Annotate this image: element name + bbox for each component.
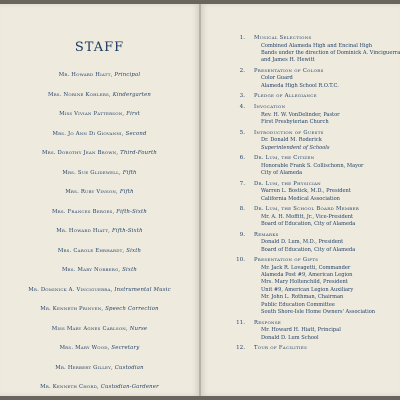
- program-item-detail: Mrs. Mary Holtenchild, President: [261, 279, 348, 286]
- staff-entry: [0, 86, 199, 106]
- program-item-title: Response: [254, 319, 282, 326]
- staff-name: Mr. Howard Hiatt,: [56, 228, 111, 234]
- left-page: [0, 4, 199, 396]
- program-item: [201, 103, 400, 126]
- program-item-detail: Unit #9, American Legion Auxiliary: [261, 286, 354, 293]
- program-item-number: 1.: [239, 35, 245, 41]
- staff-name: Miss Vivian Patterson,: [59, 111, 125, 117]
- program-item-number: 2.: [239, 67, 245, 74]
- program-item-detail: First Presbyterian Church: [261, 119, 329, 125]
- program-item-detail: Warren L. Bostick, M.D., President: [261, 188, 351, 195]
- staff-entry: [0, 378, 199, 398]
- staff-role: First: [126, 111, 140, 117]
- staff-list: [0, 66, 199, 398]
- program-item-detail: City of Alameda: [261, 170, 303, 176]
- staff-name: Mrs. Dorothy Jean Brown,: [42, 150, 119, 156]
- staff-role: Kindergarten: [112, 91, 152, 98]
- staff-entry: [0, 105, 199, 125]
- program-item-detail: Mr. John L. Rothman, Chairman: [261, 294, 344, 301]
- staff-name: Mrs. Carole Ehrhardt,: [57, 247, 125, 254]
- staff-role: Custodian: [114, 364, 144, 371]
- staff-role: Speech Correction: [105, 306, 159, 312]
- program-item-title: Dr. Lum, the Physician: [254, 180, 321, 187]
- staff-entry: [0, 281, 199, 301]
- program-item-detail: Public Education Committee: [261, 301, 335, 308]
- program-item-detail: Donald D. Lum, M.D., President: [261, 239, 344, 246]
- program-item-detail: and James H. Hewitt: [261, 57, 315, 64]
- program-item-detail: Alameda High School R.O.T.C.: [261, 82, 339, 89]
- staff-entry: [0, 203, 199, 223]
- staff-role: Custodian-Gardener: [100, 384, 159, 390]
- program-item-number: 3.: [239, 93, 245, 100]
- staff-entry: [0, 320, 199, 340]
- staff-name: Mrs. Norine Kohlers,: [47, 91, 111, 98]
- staff-role: Principal: [114, 72, 141, 78]
- staff-entry: [0, 144, 199, 164]
- program-item-title: Dr. Lum, the School Board Member: [254, 206, 360, 213]
- program-item-detail: Rev. H. W. VonDelinder, Pastor: [261, 111, 340, 118]
- program-item-number: 5.: [239, 129, 245, 136]
- program-item: [201, 34, 400, 65]
- staff-heading: STAFF: [74, 40, 125, 55]
- staff-name: Mr. Kenneth Prinven,: [40, 306, 104, 312]
- program-item: [201, 67, 400, 90]
- staff-name: Mr. Dominick A. Vinciguerra,: [28, 286, 113, 293]
- staff-role: Third-Fourth: [120, 150, 157, 156]
- program-item-title: Pledge of Allegiance: [254, 93, 317, 100]
- program-item-detail: Board of Education, City of Alameda: [261, 221, 356, 227]
- staff-role: Fifth-Sixth: [111, 228, 143, 234]
- staff-name: Mrs. Mary Wood,: [59, 345, 110, 351]
- program-item-detail: Alameda Post #9, American Legion: [261, 272, 353, 278]
- staff-entry: [0, 300, 199, 320]
- program-item-detail: Combined Alameda High and Encinal High: [261, 42, 373, 49]
- program-item-title: Dr. Lum, the Citizen: [254, 155, 315, 162]
- program-item-detail: Color Guard: [261, 75, 293, 82]
- staff-entry: [0, 242, 199, 262]
- program-item: [201, 319, 400, 342]
- program-item-detail: Board of Education, City of Alameda: [261, 246, 356, 253]
- staff-role: Secretary: [111, 345, 140, 351]
- staff-entry: [0, 125, 199, 145]
- program-item-detail: Mr. A. H. Moffitt, Jr., Vice-President: [261, 213, 354, 220]
- program-item-detail: Mr. Howard H. Hiatt, Principal: [261, 327, 341, 334]
- program-item-detail: Mr. Jack R. Lovagetti, Commander: [261, 264, 351, 271]
- program-item-detail: Dr. Donald M. Roderick: [261, 137, 322, 144]
- staff-name: Mrs. Ruby Vinson,: [65, 189, 118, 195]
- staff-entry: [0, 339, 199, 359]
- program-item-title: Introduction of Guests: [254, 129, 324, 136]
- staff-name: Mr. Herbert Gilley,: [55, 364, 113, 371]
- program-item-number: 8.: [239, 206, 245, 213]
- program-item-title: Tour of Facilities: [254, 345, 308, 352]
- program-item: [201, 344, 400, 353]
- program-item: [201, 256, 400, 316]
- staff-name: Mrs. Frances Berges,: [52, 208, 115, 215]
- program-item-detail: Superintendent of Schools: [261, 144, 330, 151]
- staff-entry: [0, 164, 199, 184]
- program-item-title: Remarks: [254, 231, 279, 238]
- program-item-number: 6.: [239, 155, 245, 162]
- program-item-detail: Bands under the direction of Dominick A. Vinciguerra: [261, 49, 400, 56]
- program-item-detail: Honorable Frank S. Collischonn, Mayor: [261, 162, 364, 169]
- staff-role: Fifth: [119, 189, 134, 195]
- program-item-number: 4.: [239, 104, 245, 111]
- program-item: [201, 92, 400, 101]
- staff-entry: [0, 359, 199, 379]
- program-list: [201, 34, 400, 355]
- program-item-detail: California Medical Association: [261, 195, 340, 202]
- staff-entry: [0, 183, 199, 203]
- program-item-title: Presentation of Gifts: [254, 257, 319, 264]
- staff-role: Nurse: [129, 325, 148, 332]
- staff-entry: [0, 222, 199, 242]
- program-item-number: 12.: [236, 345, 245, 352]
- staff-entry: [0, 66, 199, 86]
- program-item-number: 7.: [239, 180, 245, 187]
- program-item-number: 11.: [236, 319, 245, 326]
- staff-role: Sixth: [126, 247, 142, 254]
- program-item: [201, 129, 400, 152]
- program-item-detail: Donald D. Lum School: [261, 334, 319, 341]
- staff-name: Mrs. Mary Norberg,: [61, 267, 121, 273]
- program-item: [201, 231, 400, 254]
- staff-name: Mr. Howard Hiatt,: [58, 72, 113, 78]
- staff-name: Mrs. Jo Ann Di Giovanni,: [52, 130, 124, 137]
- staff-name: Mr. Kenneth Chord,: [40, 384, 99, 390]
- staff-role: Second: [125, 130, 147, 137]
- program-item-title: Presentation of Colors: [254, 67, 324, 74]
- staff-name: Mrs. Sue Glidewell,: [62, 169, 121, 176]
- staff-name: Miss Mary Agnes Carlson,: [51, 325, 128, 332]
- program-item-number: 10.: [236, 257, 245, 264]
- program-item: [201, 180, 400, 203]
- program-item: [201, 154, 400, 177]
- program-item-detail: South Shore-Isle Home Owners' Association: [261, 309, 376, 316]
- staff-role: Sixth: [122, 267, 138, 273]
- staff-entry: [0, 261, 199, 281]
- staff-role: Fifth: [122, 169, 137, 176]
- program-item: [201, 205, 400, 228]
- staff-role: Instrumental Music: [114, 286, 171, 293]
- program-item-number: 9.: [239, 231, 245, 238]
- program-item-title: Musical Selections: [254, 35, 312, 41]
- program-item-title: Invocation: [254, 104, 286, 111]
- staff-role: Fifth-Sixth: [116, 208, 147, 215]
